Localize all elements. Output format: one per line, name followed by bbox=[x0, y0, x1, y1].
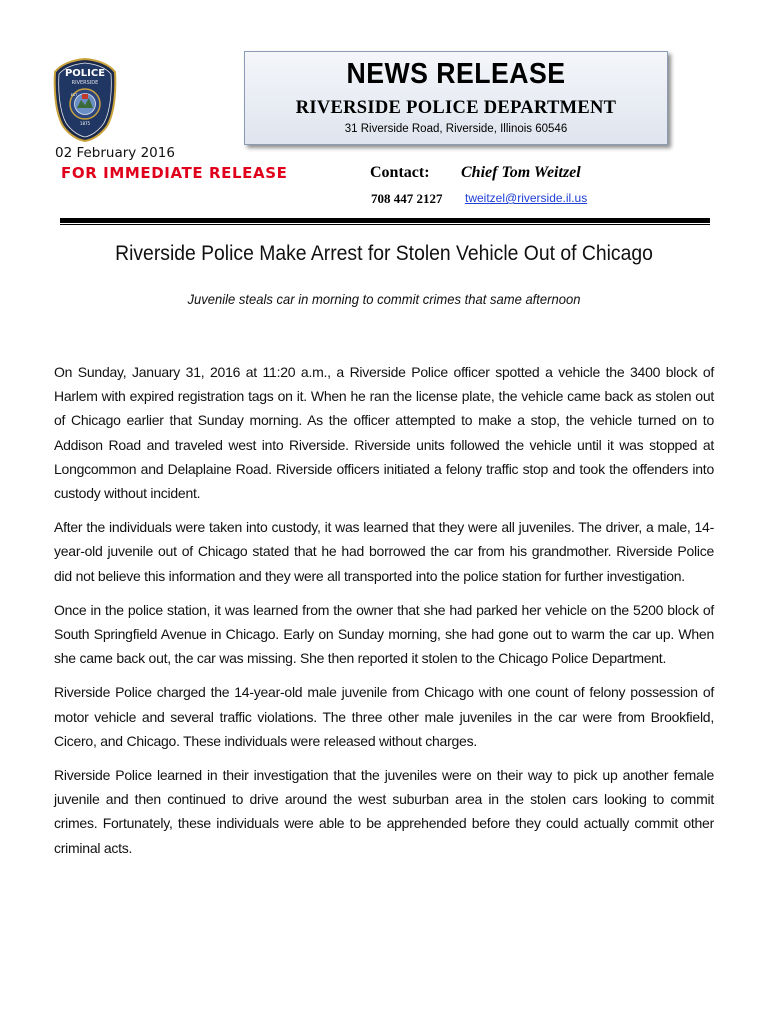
badge-ring-text: RIVERSIDE bbox=[71, 80, 99, 86]
badge-est-text: EST bbox=[70, 93, 78, 97]
contact-phone: 708 447 2127 bbox=[371, 191, 443, 206]
release-date: 02 February 2016 bbox=[55, 145, 175, 161]
police-badge-logo bbox=[53, 58, 117, 142]
contact-name: Chief Tom Weitzel bbox=[461, 164, 581, 181]
header-divider-thin bbox=[60, 224, 710, 225]
article-body bbox=[54, 360, 714, 870]
immediate-release-label: FOR IMMEDIATE RELEASE bbox=[61, 164, 288, 182]
article-paragraph: Riverside Police learned in their investigation that the juveniles were on their way to pick up another female juvenile and then continued to drive around the west suburban area in the stolen cars looking to commit crimes. Fortunately, these individuals were able to be apprehended before they could actually commit other criminal acts. bbox=[54, 767, 714, 856]
article-paragraph: Riverside Police charged the 14-year-old male juvenile from Chicago with one count of felony possession of motor vehicle and several traffic violations. The three other male juveniles in the car were from Brookfield, Cicero, and Chicago. These individuals were released without charges. bbox=[54, 684, 714, 749]
department-name: RIVERSIDE POLICE DEPARTMENT bbox=[295, 98, 617, 118]
news-release-title: NEWS RELEASE bbox=[346, 58, 566, 90]
badge-top-text: POLICE bbox=[64, 68, 106, 79]
contact-email-link[interactable]: tweitzel@riverside.il.us bbox=[465, 191, 588, 205]
header-divider-thick bbox=[60, 218, 710, 223]
department-address: 31 Riverside Road, Riverside, Illinois 60546 bbox=[344, 123, 568, 135]
badge-year-text: 1875 bbox=[79, 121, 91, 126]
article-headline: Riverside Police Make Arrest for Stolen Vehicle Out of Chicago bbox=[115, 241, 653, 265]
news-release-header-box bbox=[244, 51, 668, 145]
article-paragraph: After the individuals were taken into custody, it was learned that they were all juveniles. The driver, a male, 14-year-old juvenile out of Chicago stated that he had borrowed the car from his grandmother. Riverside Police did not believe this information and they were all transported into the police station for further investigation. bbox=[54, 519, 714, 584]
article-paragraph: Once in the police station, it was learned from the owner that she had parked her vehicle on the 5200 block of South Springfield Avenue in Chicago. Early on Sunday morning, she had gone out to warm the car up. When she came back out, the car was missing. She then reported it stolen to the Chicago Police Department. bbox=[54, 601, 714, 667]
article-subheadline: Juvenile steals car in morning to commit crimes that same afternoon bbox=[187, 291, 581, 307]
contact-label: Contact: bbox=[370, 164, 430, 181]
article-paragraph: On Sunday, January 31, 2016 at 11:20 a.m., a Riverside Police officer spotted a vehicle the 3400 block of Harlem with expired registration tags on it. When he ran the license plate, the vehicle came back as stolen out of Chicago earlier that Sunday morning. As the officer attempted to make a stop, the vehicle turned on to Addison Road and traveled west into Riverside. Riverside units followed the vehicle until it was stopped at Longcommon and Delaplaine Road. Riverside officers initiated a felony traffic stop and took the offenders into custody without incident. bbox=[54, 364, 714, 502]
